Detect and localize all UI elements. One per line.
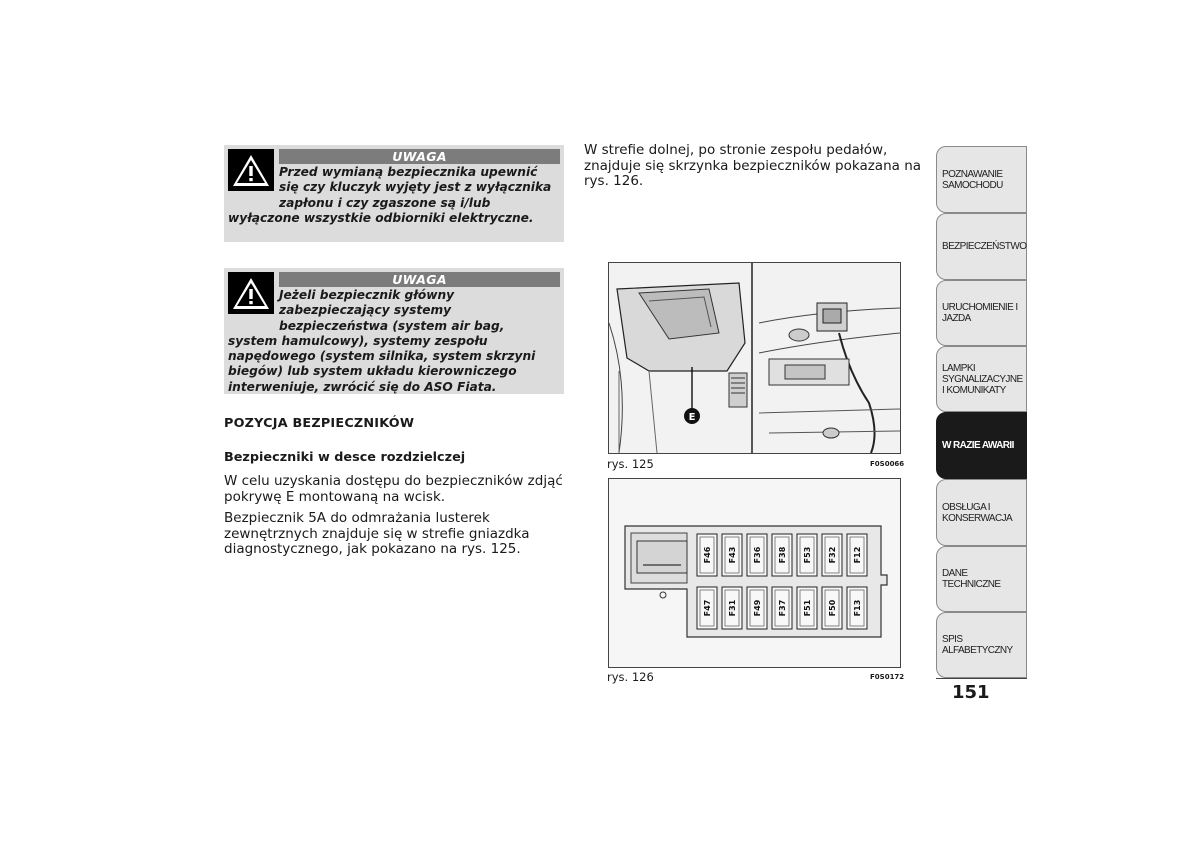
fuse-F38 [772,534,792,576]
fuse-label: F13 [853,599,862,617]
tab-dane-techniczne[interactable]: DANE TECHNICZNE [936,546,1027,612]
warning-text: Jeżeli bezpiecznik główny zabezpieczający systemy bezpieczeństwa (system air bag, system hamulcowy), systemy zespołu napędowego (system silnika, system skrzyni biegów) lub system układu kierowniczego interweniuje, zwrócić się do ASO Fiata. [228,288,536,394]
warning-box-2 [224,268,564,394]
fuse-label: F46 [703,546,712,564]
fuse-label: F36 [753,546,762,564]
tab-spis-alfabetyczny[interactable]: SPIS ALFABETYCZNY [936,612,1027,678]
fuse-F13 [847,587,867,629]
warning-box-1 [224,145,564,242]
fuse-F32 [822,534,842,576]
fuse-F31 [722,587,742,629]
fuse-label: F38 [778,546,787,564]
fuse-F46 [697,534,717,576]
section-title: POZYCJA BEZPIECZNIKÓW [224,416,415,431]
fuse-label: F49 [753,599,762,617]
page-number: 151 [952,682,990,703]
fuse-label: F37 [778,599,787,617]
figure-125-code: F0S0066 [870,460,905,468]
fuse-label: F31 [728,599,737,617]
fuse-F53 [797,534,817,576]
fuse-label: F32 [828,546,837,564]
tab-lampki-sygnalizacyjne[interactable]: LAMPKI SYGNALIZACYJNE I KOMUNIKATY [936,346,1027,412]
paragraph-1: W celu uzyskania dostępu do bezpieczników zdjąć pokrywę E montowaną na wcisk. [224,473,563,505]
fuse-label: F43 [728,546,737,564]
fuse-F51 [797,587,817,629]
right-paragraph: W strefie dolnej, po stronie zespołu pedałów, znajduje się skrzynka bezpieczników pokazana na rys. 126. [584,142,922,189]
fuse-label: F51 [803,599,812,617]
fuse-F43 [722,534,742,576]
paragraph-2: Bezpiecznik 5A do odmrażania lusterek zewnętrznych znajduje się w strefie gniazdka diagnostycznego, jak pokazano na rys. 125. [224,510,530,557]
fuse-F49 [747,587,767,629]
tab-poznawanie-samochodu[interactable]: POZNAWANIE SAMOCHODU [936,146,1027,213]
fuse-label: F53 [803,546,812,564]
sidebar-divider [936,678,1027,679]
tab-uruchomienie-i-jazda[interactable]: URUCHOMIENIE I JAZDA [936,280,1027,346]
fuse-label: F12 [853,546,862,564]
fuse-F47 [697,587,717,629]
fuse-label: F50 [828,599,837,617]
warning-title: UWAGA [279,272,560,287]
fuse-F12 [847,534,867,576]
figure-126-image [608,478,901,668]
svg-text:E: E [688,412,696,423]
figure-125-caption: rys. 125 [607,457,654,471]
fuse-label: F47 [703,599,712,617]
fuse-F36 [747,534,767,576]
warning-text: Przed wymianą bezpiecznika upewnić się czy kluczyk wyjęty jest z wyłącznika zapłonu i czy zgaszone są i/lub wyłączone wszystkie odbiorniki elektryczne. [228,165,552,225]
fuse-F37 [772,587,792,629]
tab-bezpieczenstwo[interactable]: BEZPIECZEŃSTWO [936,213,1027,280]
figure-126-code: F0S0172 [870,673,905,681]
figure-126-caption: rys. 126 [607,670,654,684]
tab-w-razie-awarii[interactable]: W RAZIE AWARII [936,412,1027,479]
subsection-title: Bezpieczniki w desce rozdzielczej [224,450,466,465]
warning-title: UWAGA [279,149,560,164]
fuse-box-illustration [609,479,900,667]
tab-obsluga-i-konserwacja[interactable]: OBSŁUGA I KONSERWACJA [936,479,1027,546]
fuse-F50 [822,587,842,629]
dashboard-illustration [609,263,900,453]
figure-125-image [608,262,901,454]
